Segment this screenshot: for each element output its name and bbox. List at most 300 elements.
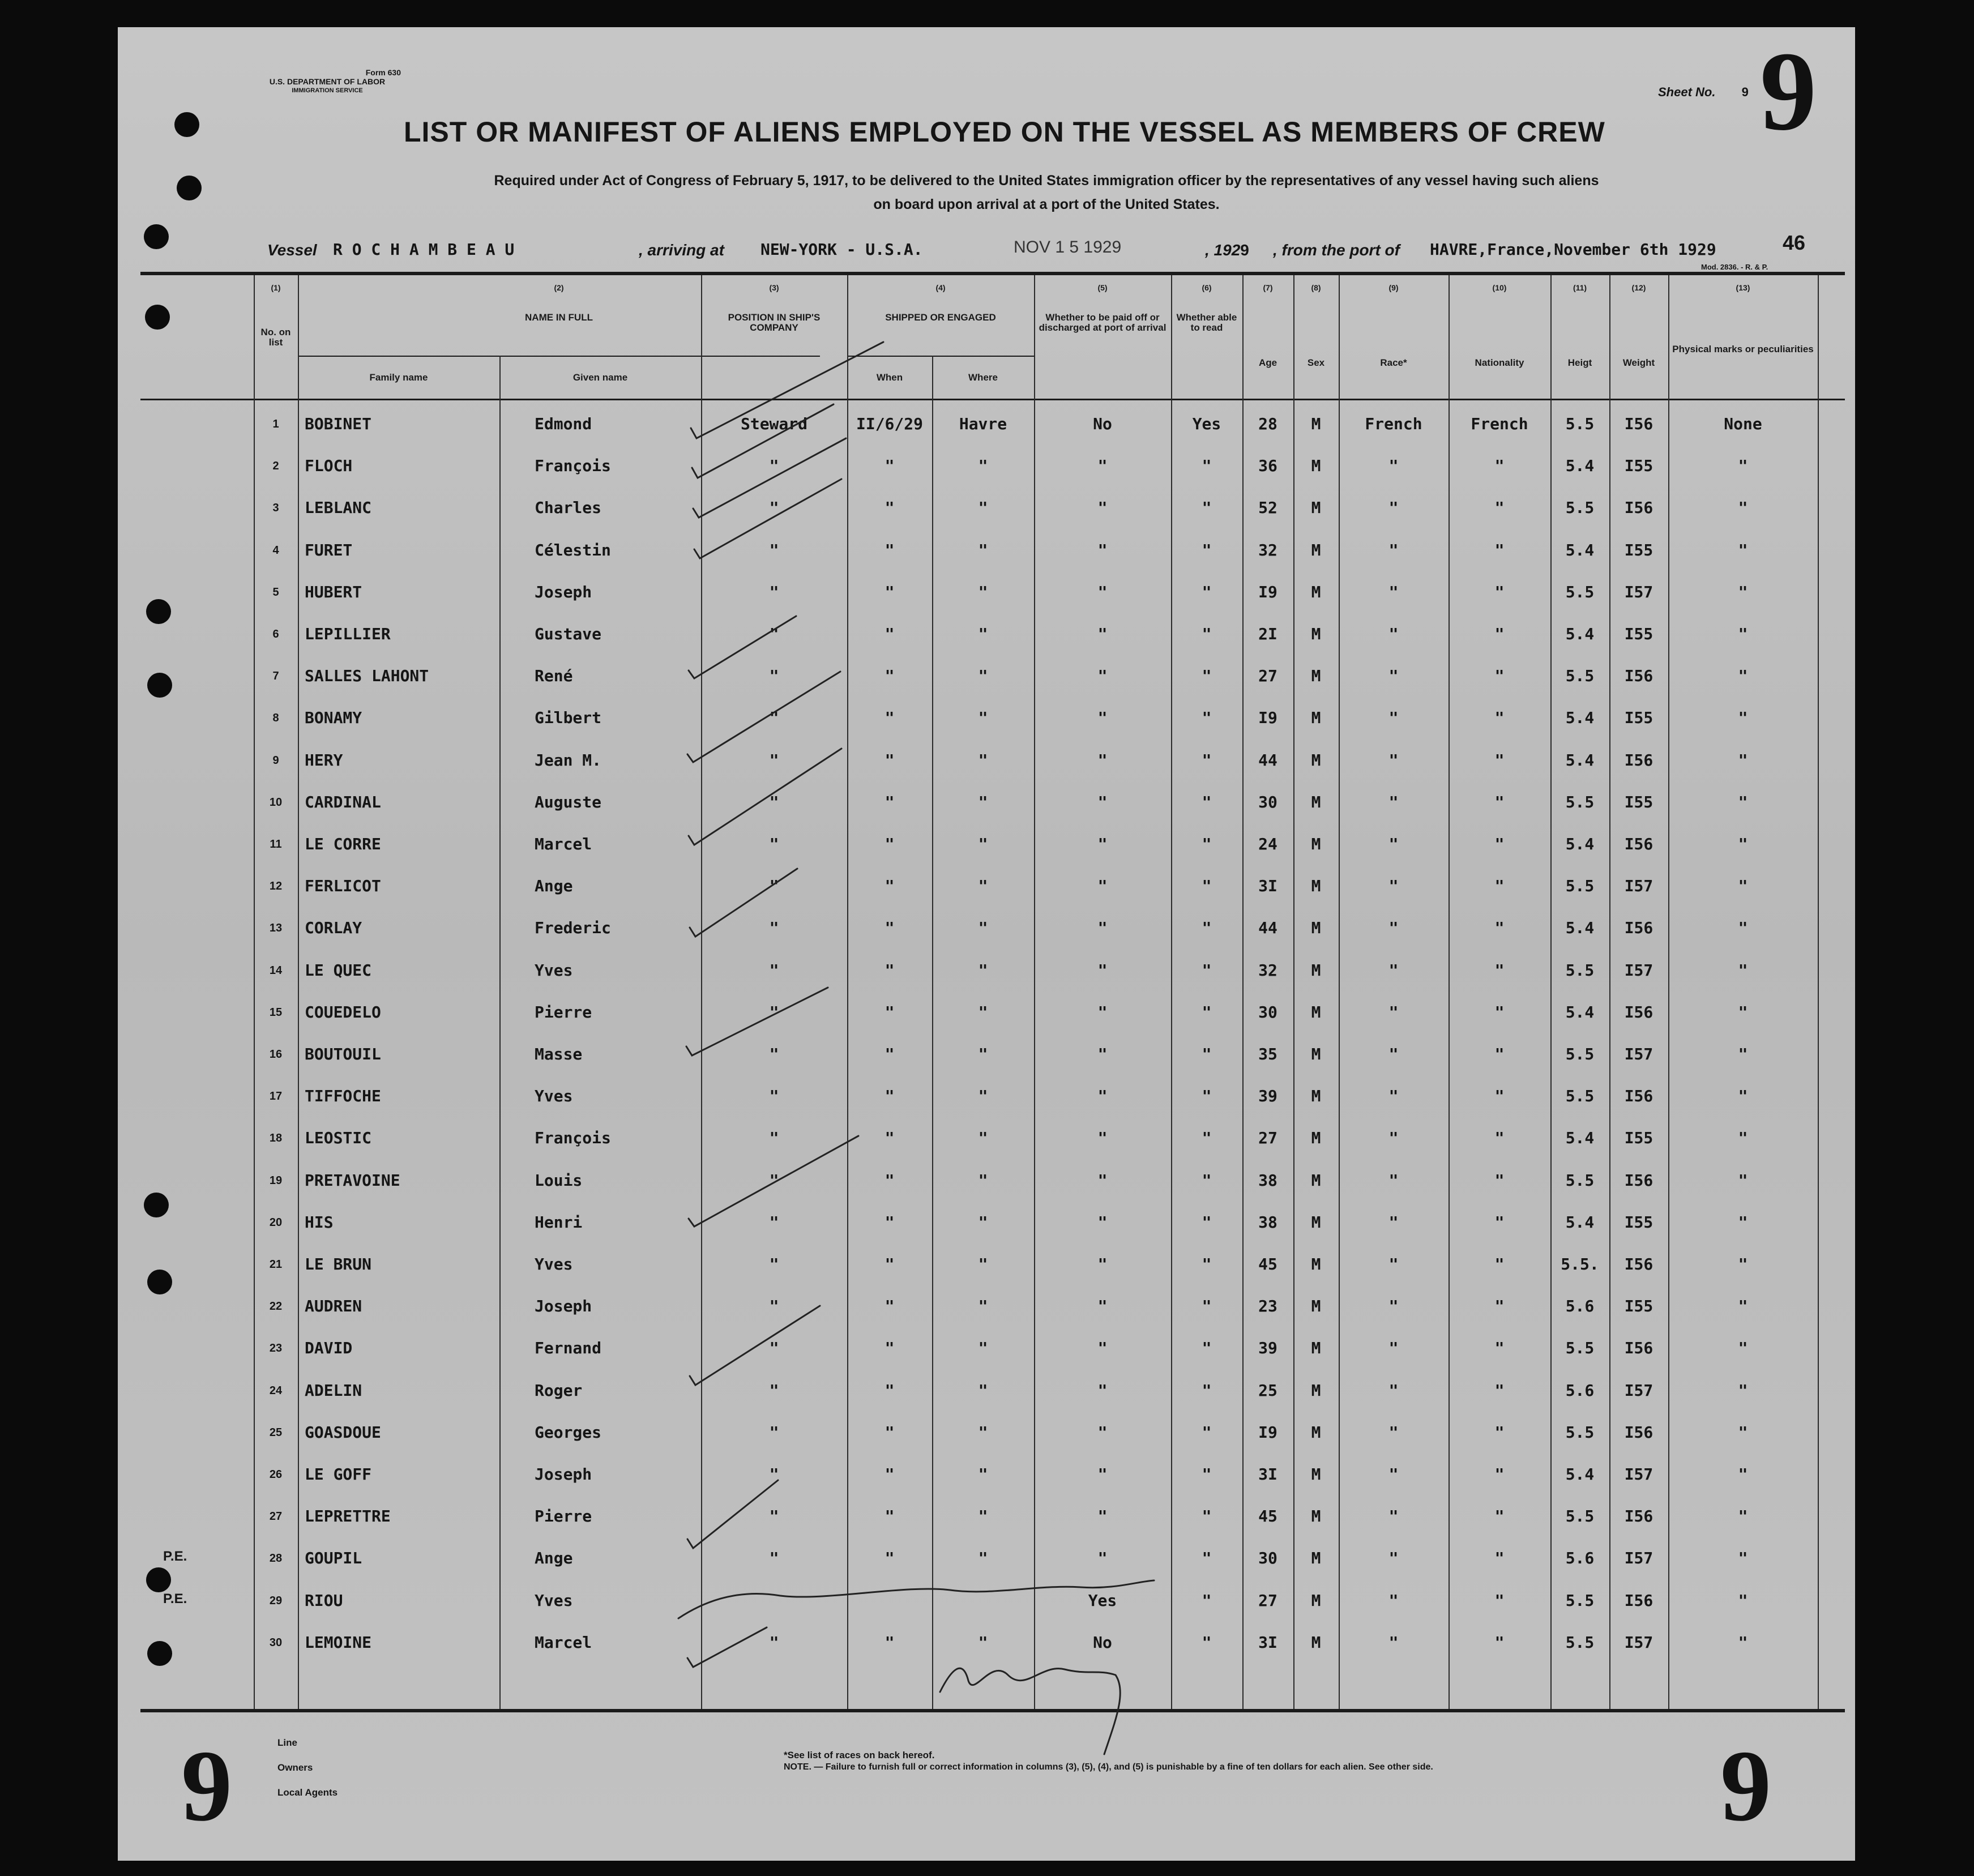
nationality: " (1494, 1381, 1505, 1400)
able-to-read: " (1202, 1549, 1212, 1568)
given-name: Ange (535, 877, 573, 896)
paid-off: No (1093, 414, 1112, 433)
shipped-where: " (978, 1422, 988, 1442)
pe-mark: P.E. (163, 1549, 187, 1565)
height: 5.5 (1565, 498, 1595, 518)
header-when: When (876, 372, 903, 383)
physical-marks: " (1738, 877, 1748, 896)
paid-off: " (1097, 877, 1108, 896)
weight: I55 (1624, 1297, 1653, 1316)
family-name: CARDINAL (305, 792, 381, 811)
from-label: , from the port of (1273, 241, 1400, 259)
sheet-number: 9 (1741, 85, 1749, 99)
family-name: TIFFOCHE (305, 1087, 381, 1106)
paid-off: " (1097, 918, 1108, 938)
weight: I56 (1624, 750, 1653, 770)
given-name: Joseph (535, 1297, 592, 1316)
sex: M (1311, 877, 1321, 896)
nationality: " (1494, 1002, 1505, 1022)
nationality: " (1494, 540, 1505, 559)
shipped-where: " (978, 456, 988, 476)
shipped-when: " (885, 1045, 895, 1063)
signature (940, 1668, 1120, 1754)
weight: I57 (1624, 1465, 1653, 1484)
race: " (1388, 1087, 1399, 1106)
able-to-read: " (1202, 750, 1212, 770)
position: " (769, 1045, 779, 1063)
height: 5.5 (1565, 792, 1595, 811)
paid-off: " (1097, 960, 1108, 980)
given-name: Fernand (535, 1339, 602, 1358)
sex: M (1311, 540, 1321, 559)
row-no: 21 (269, 1258, 283, 1271)
race: " (1388, 666, 1399, 686)
shipped-where: " (978, 1549, 988, 1568)
shipped-when: " (885, 1212, 895, 1232)
age: 45 (1258, 1255, 1277, 1274)
row-no: 16 (269, 1048, 283, 1061)
nationality: " (1494, 835, 1505, 853)
weight: I57 (1624, 582, 1653, 601)
sex: M (1311, 1087, 1321, 1106)
able-to-read: " (1202, 1507, 1212, 1526)
shipped-when: " (885, 960, 895, 980)
row-no: 29 (269, 1594, 283, 1607)
check-mark (687, 1480, 778, 1548)
position: " (769, 918, 779, 938)
weight: I55 (1624, 792, 1653, 811)
race: " (1388, 835, 1399, 853)
physical-marks: " (1738, 1045, 1748, 1063)
weight: I56 (1624, 414, 1653, 433)
shipped-where: " (978, 835, 988, 853)
nationality: " (1494, 1339, 1505, 1358)
race: " (1388, 750, 1399, 770)
footer-owners-label: Owners (277, 1762, 313, 1773)
able-to-read: Yes (1192, 414, 1221, 433)
row-no: 22 (269, 1300, 283, 1313)
given-name: Auguste (535, 792, 602, 811)
paid-off: " (1097, 792, 1108, 811)
family-name: LEBLANC (305, 498, 372, 518)
sex: M (1311, 456, 1321, 476)
weight: I56 (1624, 1087, 1653, 1106)
race: " (1388, 792, 1399, 811)
weight: I55 (1624, 625, 1653, 643)
height: 5.5 (1565, 1170, 1595, 1190)
family-name: HUBERT (305, 582, 362, 601)
shipped-when: " (885, 750, 895, 770)
paid-off: " (1097, 1507, 1108, 1526)
physical-marks: " (1738, 1087, 1748, 1106)
handwritten-note-stroke (678, 1580, 1154, 1618)
form-number: Form 630 (365, 68, 401, 77)
able-to-read: " (1202, 1422, 1212, 1442)
height: 5.4 (1565, 540, 1595, 559)
able-to-read: " (1202, 456, 1212, 476)
header-no-on-list: No. on list (260, 327, 291, 348)
physical-marks: " (1738, 1339, 1748, 1358)
family-name: ADELIN (305, 1381, 362, 1400)
age: 23 (1258, 1297, 1277, 1316)
big-footer-number-right: 9 (1720, 1729, 1771, 1842)
paid-off: " (1097, 1339, 1108, 1358)
able-to-read: " (1202, 1002, 1212, 1022)
shipped-where: " (978, 750, 988, 770)
physical-marks: " (1738, 1507, 1748, 1526)
shipped-where: " (978, 1255, 988, 1274)
header-position: POSITION IN SHIP'S COMPANY (728, 312, 821, 333)
shipped-when: " (885, 1422, 895, 1442)
paid-off: " (1097, 1129, 1108, 1148)
row-no: 25 (269, 1426, 283, 1439)
sex: M (1311, 1465, 1321, 1484)
sex: M (1311, 750, 1321, 770)
age: 27 (1258, 1129, 1277, 1148)
year-label: , 1929 (1205, 241, 1249, 259)
header-sex: Sex (1307, 357, 1325, 368)
nationality: " (1494, 877, 1505, 896)
shipped-where: " (978, 498, 988, 518)
row-no: 23 (269, 1342, 283, 1355)
weight: I55 (1624, 1212, 1653, 1232)
sex: M (1311, 1422, 1321, 1442)
height: 5.5 (1565, 414, 1595, 433)
row-no: 4 (272, 544, 279, 557)
physical-marks: " (1738, 1381, 1748, 1400)
shipped-where: " (978, 1212, 988, 1232)
weight: I56 (1624, 1339, 1653, 1358)
given-name: Louis (535, 1170, 583, 1190)
nationality: " (1494, 1549, 1505, 1568)
race: " (1388, 1422, 1399, 1442)
check-mark (687, 672, 840, 762)
family-name: GOUPIL (305, 1549, 362, 1568)
age: 3I (1258, 1465, 1277, 1484)
given-name: Pierre (535, 1507, 592, 1526)
paid-off: " (1097, 835, 1108, 853)
age: 35 (1258, 1045, 1277, 1063)
able-to-read: " (1202, 1381, 1212, 1400)
family-name: HERY (305, 750, 343, 770)
able-to-read: " (1202, 792, 1212, 811)
shipped-where: " (978, 1129, 988, 1148)
race: " (1388, 918, 1399, 938)
shipped-where: " (978, 1002, 988, 1022)
given-name: Ange (535, 1549, 573, 1568)
paid-off: " (1097, 1255, 1108, 1274)
header-paid-off: Whether to be paid off or discharged at port of arrival (1039, 312, 1167, 333)
sex: M (1311, 1255, 1321, 1274)
shipped-when: " (885, 1129, 895, 1148)
family-name: COUEDELO (305, 1002, 381, 1022)
sex: M (1311, 1129, 1321, 1148)
race: " (1388, 1297, 1399, 1316)
able-to-read: " (1202, 498, 1212, 518)
sex: M (1311, 918, 1321, 938)
height: 5.4 (1565, 750, 1595, 770)
age: 24 (1258, 835, 1277, 853)
given-name: Joseph (535, 582, 592, 601)
given-name: François (535, 456, 611, 476)
check-mark (686, 988, 828, 1055)
family-name: LEOSTIC (305, 1129, 372, 1148)
row-no: 24 (269, 1384, 283, 1397)
header-race: Race* (1380, 357, 1407, 368)
able-to-read: " (1202, 540, 1212, 559)
row-no: 8 (272, 712, 279, 725)
weight: I56 (1624, 498, 1653, 518)
race: " (1388, 1170, 1399, 1190)
height: 5.5 (1565, 1591, 1595, 1610)
service: IMMIGRATION SERVICE (292, 87, 363, 94)
nationality: " (1494, 1633, 1505, 1652)
family-name: GOASDOUE (305, 1422, 381, 1442)
height: 5.5 (1565, 666, 1595, 686)
row-no: 20 (269, 1216, 283, 1229)
shipped-when: " (885, 918, 895, 938)
race: " (1388, 1465, 1399, 1484)
sheet-number-label: Sheet No. 9 (1658, 85, 1749, 99)
race: " (1388, 960, 1399, 980)
weight: I57 (1624, 960, 1653, 980)
race: " (1388, 1212, 1399, 1232)
height: 5.5 (1565, 1087, 1595, 1106)
shipped-where: " (978, 1087, 988, 1106)
sex: M (1311, 1549, 1321, 1568)
header-marks: Physical marks or peculiarities (1672, 344, 1814, 354)
paid-off: " (1097, 666, 1108, 686)
age: 30 (1258, 1002, 1277, 1022)
position: " (769, 1297, 779, 1316)
given-name: François (535, 1129, 611, 1148)
shipped-where: " (978, 666, 988, 686)
age: I9 (1258, 708, 1277, 728)
age: 36 (1258, 456, 1277, 476)
age: 44 (1258, 918, 1277, 938)
paid-off: " (1097, 1465, 1108, 1484)
position: " (769, 1381, 779, 1400)
age: 32 (1258, 960, 1277, 980)
weight: I57 (1624, 1549, 1653, 1568)
row-no: 6 (272, 628, 279, 640)
position: " (769, 582, 779, 601)
family-name: FLOCH (305, 456, 353, 476)
physical-marks: " (1738, 1591, 1748, 1610)
height: 5.5 (1565, 960, 1595, 980)
height: 5.5 (1565, 1633, 1595, 1652)
check-mark (687, 1627, 767, 1667)
shipped-when: " (885, 540, 895, 559)
nationality: " (1494, 1465, 1505, 1484)
nationality: " (1494, 456, 1505, 476)
weight: I56 (1624, 1422, 1653, 1442)
position: " (769, 1549, 779, 1568)
able-to-read: " (1202, 960, 1212, 980)
sex: M (1311, 960, 1321, 980)
height: 5.4 (1565, 456, 1595, 476)
check-mark (691, 342, 883, 438)
family-name: LE BRUN (305, 1255, 372, 1274)
age: 2I (1258, 625, 1277, 643)
family-name: AUDREN (305, 1297, 362, 1316)
row-no: 14 (269, 964, 283, 977)
position: " (769, 1129, 779, 1148)
able-to-read: " (1202, 835, 1212, 853)
age: 38 (1258, 1170, 1277, 1190)
weight: I56 (1624, 1591, 1653, 1610)
physical-marks: " (1738, 666, 1748, 686)
row-no: 28 (269, 1552, 283, 1565)
row-no: 18 (269, 1132, 283, 1145)
header-age: Age (1258, 357, 1277, 368)
age: 44 (1258, 750, 1277, 770)
age: 52 (1258, 498, 1277, 518)
weight: I55 (1624, 1129, 1653, 1148)
sex: M (1311, 1339, 1321, 1358)
age: 3I (1258, 877, 1277, 896)
weight: I57 (1624, 877, 1653, 896)
physical-marks: " (1738, 1255, 1748, 1274)
age: 30 (1258, 1549, 1277, 1568)
header-given-name-visible: Given name (572, 372, 628, 383)
paid-off: Yes (1088, 1591, 1117, 1610)
given-name: Gustave (535, 625, 602, 643)
race: " (1388, 456, 1399, 476)
physical-marks: " (1738, 1549, 1748, 1568)
shipped-where: " (978, 1633, 988, 1652)
position: " (769, 877, 779, 896)
height: 5.5 (1565, 1422, 1595, 1442)
footer-races-note: *See list of races on back hereof. (784, 1750, 935, 1760)
shipped-when: " (885, 1507, 895, 1526)
able-to-read: " (1202, 708, 1212, 728)
weight: I56 (1624, 666, 1653, 686)
nationality: " (1494, 1212, 1505, 1232)
age: I9 (1258, 582, 1277, 601)
physical-marks: " (1738, 792, 1748, 811)
physical-marks: None (1724, 414, 1762, 433)
family-name: FURET (305, 540, 353, 559)
given-name: Henri (535, 1212, 583, 1232)
family-name: CORLAY (305, 918, 362, 938)
height: 5.5 (1565, 877, 1595, 896)
handwritten-checkmarks (118, 27, 1855, 1861)
check-mark (690, 869, 797, 937)
sex: M (1311, 835, 1321, 853)
shipped-where: " (978, 625, 988, 643)
header-weight: Weight (1622, 357, 1655, 368)
age: 38 (1258, 1212, 1277, 1232)
race: " (1388, 1591, 1399, 1610)
height: 5.5 (1565, 1507, 1595, 1526)
race: " (1388, 1002, 1399, 1022)
weight: I57 (1624, 1381, 1653, 1400)
shipped-where: " (978, 1507, 988, 1526)
given-name: Célestin (535, 540, 611, 559)
shipped-where: " (978, 1465, 988, 1484)
sex: M (1311, 708, 1321, 728)
position: " (769, 498, 779, 518)
age: 28 (1258, 414, 1277, 433)
col-num: (2) (554, 283, 564, 292)
nationality: " (1494, 1507, 1505, 1526)
nationality: " (1494, 582, 1505, 601)
paid-off: " (1097, 625, 1108, 643)
sex: M (1311, 792, 1321, 811)
weight: I56 (1624, 918, 1653, 938)
position: " (769, 1087, 779, 1106)
paid-off: " (1097, 540, 1108, 559)
department: U.S. DEPARTMENT OF LABOR (269, 77, 386, 86)
family-name: SALLES LAHONT (305, 666, 429, 686)
weight: I55 (1624, 456, 1653, 476)
sex: M (1311, 414, 1321, 433)
shipped-when: " (885, 1255, 895, 1274)
paid-off: " (1097, 582, 1108, 601)
physical-marks: " (1738, 1297, 1748, 1316)
age: 39 (1258, 1087, 1277, 1106)
physical-marks: " (1738, 918, 1748, 938)
footer-agents-label: Local Agents (277, 1787, 338, 1798)
physical-marks: " (1738, 1633, 1748, 1652)
col-num: (3) (769, 283, 779, 292)
physical-marks: " (1738, 750, 1748, 770)
shipped-when: " (885, 1297, 895, 1316)
position: " (769, 456, 779, 476)
sex: M (1311, 666, 1321, 686)
shipped-where: " (978, 540, 988, 559)
paid-off: " (1097, 1297, 1108, 1316)
shipped-when: " (885, 1465, 895, 1484)
able-to-read: " (1202, 1087, 1212, 1106)
col-num: (10) (1492, 283, 1507, 292)
given-name: Yves (535, 1087, 573, 1106)
position: " (769, 708, 779, 728)
manifest-sheet (118, 27, 1855, 1861)
race: " (1388, 582, 1399, 601)
family-name: PRETAVOINE (305, 1170, 400, 1190)
footer-note: NOTE. — Failure to furnish full or correct information in columns (3), (5), (4), and (5) is punishable by a fine of ten dollars for each alien. See other side. (784, 1762, 1433, 1772)
check-mark (693, 438, 846, 518)
given-name: Edmond (535, 414, 592, 433)
nationality: " (1494, 960, 1505, 980)
paid-off: " (1097, 456, 1108, 476)
physical-marks: " (1738, 582, 1748, 601)
physical-marks: " (1738, 1465, 1748, 1484)
able-to-read: " (1202, 1129, 1212, 1148)
family-name: FERLICOT (305, 877, 381, 896)
weight: I56 (1624, 1507, 1653, 1526)
nationality: " (1494, 1087, 1505, 1106)
position: " (769, 666, 779, 686)
race: " (1388, 1549, 1399, 1568)
able-to-read: " (1202, 666, 1212, 686)
physical-marks: " (1738, 1212, 1748, 1232)
weight: I57 (1624, 1633, 1653, 1652)
family-name: LEMOINE (305, 1633, 372, 1652)
height: 5.6 (1565, 1297, 1595, 1316)
position: " (769, 540, 779, 559)
family-name: LE QUEC (305, 960, 372, 980)
row-no: 7 (272, 670, 279, 683)
position: " (769, 1212, 779, 1232)
from-port: HAVRE,France,November 6th 1929 (1430, 240, 1716, 259)
race: " (1388, 540, 1399, 559)
height: 5.4 (1565, 1129, 1595, 1148)
weight: I56 (1624, 1170, 1653, 1190)
header-shipped: SHIPPED OR ENGAGED (885, 312, 996, 323)
